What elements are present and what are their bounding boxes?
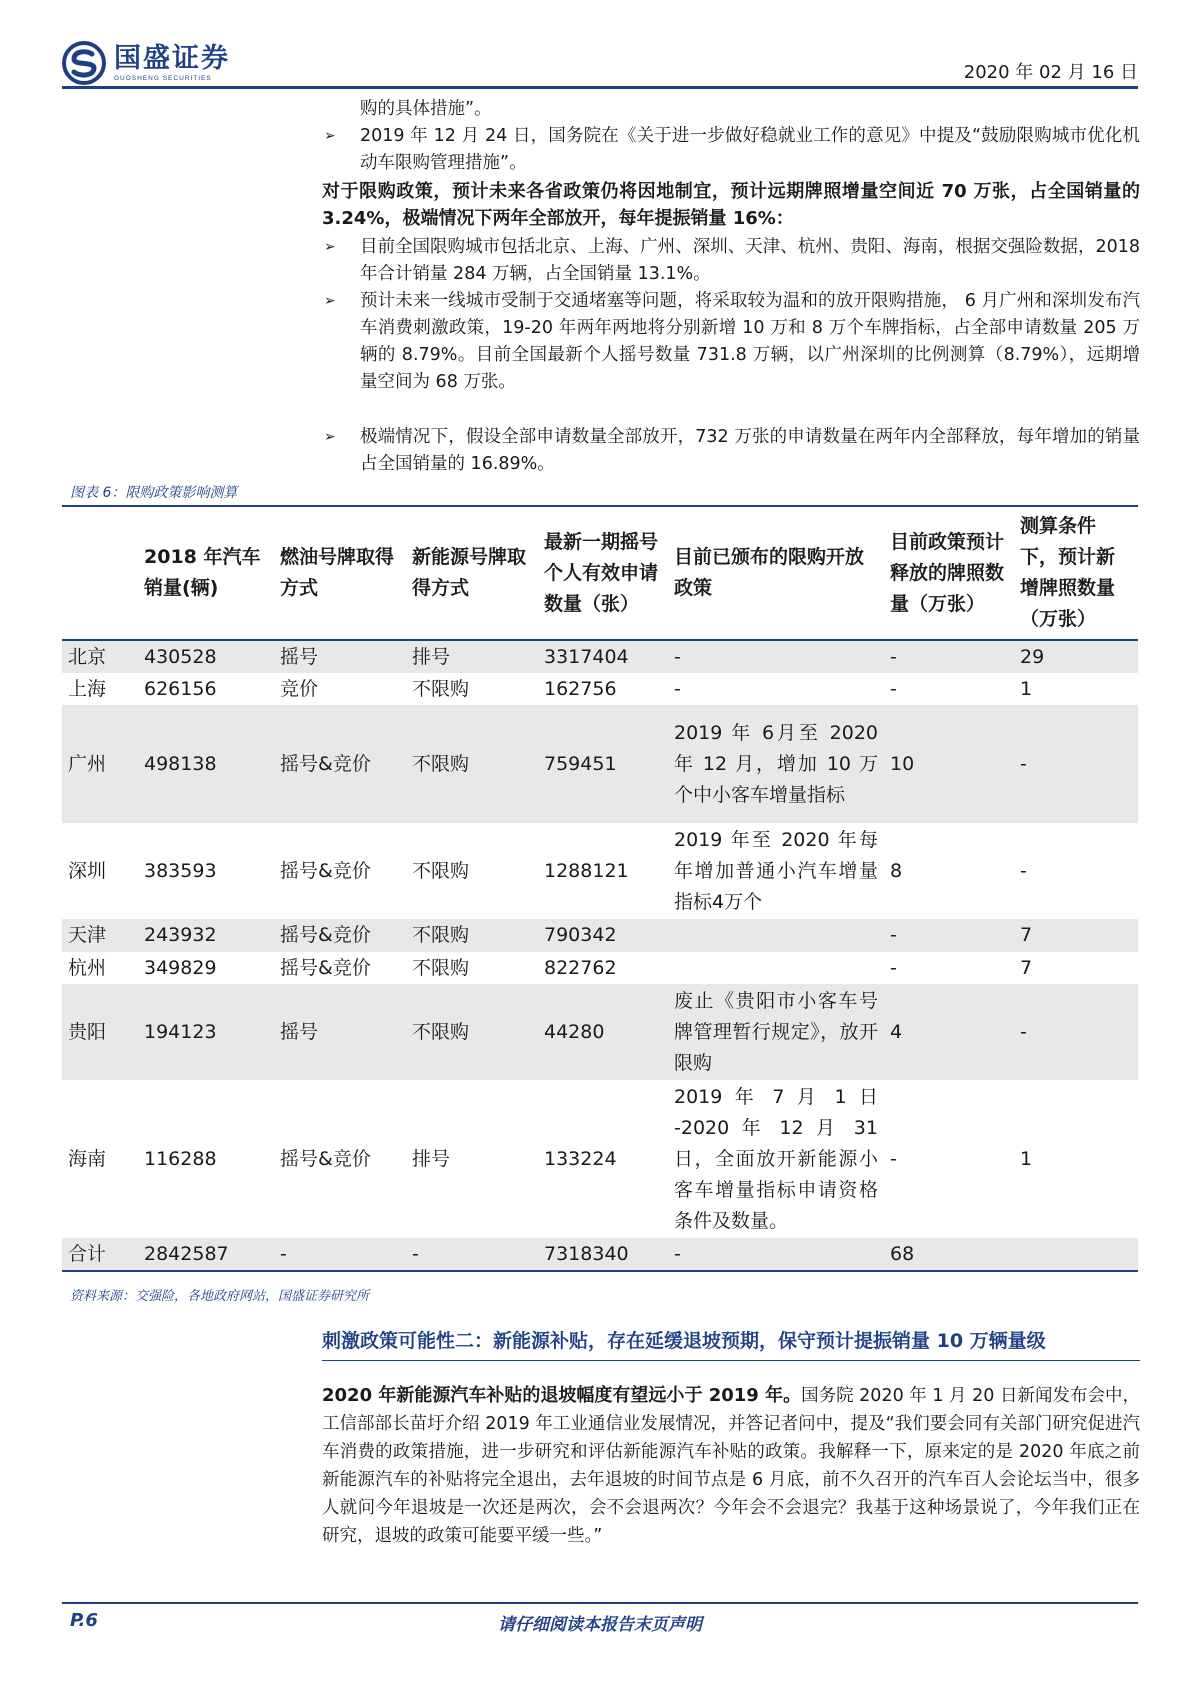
cell-applicants: 3317404 xyxy=(538,640,668,673)
cell-sales: 194123 xyxy=(138,984,274,1080)
cell-city: 天津 xyxy=(62,919,138,952)
header-divider xyxy=(62,86,1138,89)
cell-estimate: - xyxy=(1014,984,1138,1080)
cell-city: 海南 xyxy=(68,1147,107,1170)
paragraph-body: 国务院 2020 年 1 月 20 日新闻发布会中，工信部部长苗圩介绍 2019 年工业通信业发展情况，并答记者问中，提及“我们要会同有关部门研究促进汽车消费的政策措施，进一步研究和评估新能源汽车补贴的政策。我解释一下，原来定的是 2020 年底之前新能源汽车的补贴将完全退出，去年退坡的时间节点是 6 月底，前不久召开的汽车百人会论坛当中，很多人就问今年退坡是一次还是两次，会不会退两次？今年会不会退完？我基于这种场景说了，今年我们正在研究，退坡的政策可能要平缓一些。” xyxy=(322,1386,1140,1546)
cell-fuel: 摇号&竞价 xyxy=(280,1147,371,1170)
cell-policy: 2019 年 7 月 1 日 -2020 年 12 月 31 日，全面放开新能源小客车增量指标申请资格条件及数量。 xyxy=(674,1085,878,1232)
cell-city: 北京 xyxy=(62,640,138,673)
cell-city: 贵阳 xyxy=(62,984,138,1080)
header-city xyxy=(62,507,138,640)
brand-name-en: GUOSHENG SECURITIES xyxy=(114,74,212,82)
cell-policy: 2019 年至 2020 年每年增加普通小汽车增量指标4万个 xyxy=(674,828,878,913)
cell-sales: 498138 xyxy=(138,705,274,823)
cell-applicants: 759451 xyxy=(538,705,668,823)
cell-sales: 349829 xyxy=(144,956,217,979)
cell-nev: - xyxy=(406,1238,538,1271)
cell-policy xyxy=(668,952,884,984)
table-row xyxy=(62,919,1138,952)
bullet-item xyxy=(322,424,1140,478)
cell-release: - xyxy=(884,640,1014,673)
cell-estimate: - xyxy=(1020,859,1027,882)
cell-release: 4 xyxy=(884,984,1014,1080)
cell-applicants: 790342 xyxy=(538,919,668,952)
section-divider xyxy=(322,1360,1140,1361)
paragraph-lead: 2020 年新能源汽车补贴的退坡幅度有望远小于 2019 年。 xyxy=(322,1385,802,1406)
cell-applicants: 7318340 xyxy=(538,1238,668,1271)
cell-nev: 不限购 xyxy=(412,677,470,700)
cell-policy: - xyxy=(674,677,681,700)
cell-nev: 排号 xyxy=(412,1147,451,1170)
report-date: 2020 年 02 月 16 日 xyxy=(963,62,1138,83)
arrow-bullet-icon: ➢ xyxy=(324,239,336,255)
table-header-row xyxy=(62,507,1138,640)
cell-sales: 626156 xyxy=(144,677,217,700)
cell-policy: - xyxy=(668,640,884,673)
brand-name-cn: 国盛证券 xyxy=(114,42,230,74)
cell-policy: - xyxy=(668,1238,884,1271)
cell-fuel: 摇号&竞价 xyxy=(280,956,371,979)
brand-logo xyxy=(62,38,230,88)
section-heading: 刺激政策可能性二：新能源补贴，存在延缓退坡预期，保守预计提振销量 10 万辆量级 xyxy=(322,1330,1046,1352)
cell-release: 10 xyxy=(884,705,1014,823)
cell-applicants: 822762 xyxy=(544,956,617,979)
cell-estimate: - xyxy=(1014,705,1138,823)
page-number: P.6 xyxy=(70,1610,98,1631)
table-row xyxy=(62,823,1138,919)
cell-fuel: 竞价 xyxy=(280,677,319,700)
bullet-text: 2019 年 12 月 24 日，国务院在《关于进一步做好稳就业工作的意见》中提及“鼓励限购城市优化机动车限购管理措施”。 xyxy=(360,126,1140,173)
footer-disclaimer: 请仔细阅读本报告末页声明 xyxy=(498,1615,702,1635)
cell-city: 合计 xyxy=(62,1238,138,1271)
bullet-text: 预计未来一线城市受制于交通堵塞等问题，将采取较为温和的放开限购措施， 6 月广州和深圳发布汽车消费刺激政策，19-20 年两年两地将分别新增 10 万和 8 万个车牌指标，占全部申请数量 205 万辆的 8.79%。目前全国最新个人摇号数量 731.8 万辆，以广州深圳的比例测算（8.79%），远期增量空间为 68 万张。 xyxy=(360,291,1140,392)
cell-release: 8 xyxy=(890,859,903,882)
cell-release: - xyxy=(890,677,897,700)
cell-nev: 不限购 xyxy=(412,956,470,979)
figure-caption: 图表 6：限购政策影响测算 xyxy=(70,485,238,501)
cell-fuel: 摇号 xyxy=(274,984,406,1080)
arrow-bullet-icon: ➢ xyxy=(324,293,336,309)
cell-fuel: - xyxy=(274,1238,406,1271)
table-row xyxy=(62,984,1138,1080)
section-paragraph xyxy=(322,1382,1140,1550)
cell-estimate: 1 xyxy=(1020,677,1033,700)
arrow-bullet-icon: ➢ xyxy=(324,429,336,445)
policy-impact-table xyxy=(62,507,1138,1272)
cell-city: 杭州 xyxy=(68,956,107,979)
bullet-text: 极端情况下，假设全部申请数量全部放开，732 万张的申请数量在两年内全部释放，每年增加的销量占全国销量的 16.89%。 xyxy=(360,427,1140,474)
cell-estimate: 29 xyxy=(1014,640,1138,673)
table-row xyxy=(62,952,1138,984)
cell-sales: 2842587 xyxy=(138,1238,274,1271)
cell-applicants: 44280 xyxy=(538,984,668,1080)
cell-fuel: 摇号 xyxy=(274,640,406,673)
cell-estimate: 1 xyxy=(1020,1147,1033,1170)
header-estimate: 测算条件下，预计新增牌照数量（万张） xyxy=(1014,507,1138,640)
header-release: 目前政策预计释放的牌照数量（万张） xyxy=(884,507,1014,640)
table-total-row xyxy=(62,1238,1138,1271)
cell-estimate xyxy=(1014,1238,1138,1271)
cell-city: 上海 xyxy=(68,677,107,700)
cell-release: - xyxy=(890,1147,897,1170)
cell-release: 68 xyxy=(884,1238,1014,1271)
cell-release: - xyxy=(890,956,897,979)
cell-nev: 排号 xyxy=(406,640,538,673)
cell-nev: 不限购 xyxy=(406,919,538,952)
cell-fuel: 摇号&竞价 xyxy=(274,919,406,952)
cell-sales: 430528 xyxy=(138,640,274,673)
figure-source: 资料来源：交强险，各地政府网站，国盛证券研究所 xyxy=(70,1289,370,1304)
cell-sales: 383593 xyxy=(144,859,217,882)
intro-continuation: 购的具体措施”。 xyxy=(360,99,492,119)
cell-estimate: 7 xyxy=(1014,919,1138,952)
cell-fuel: 摇号&竞价 xyxy=(274,705,406,823)
cell-nev: 不限购 xyxy=(412,859,470,882)
table-row xyxy=(62,1080,1138,1238)
cell-sales: 116288 xyxy=(144,1147,217,1170)
cell-policy: 废止《贵阳市小客车号牌管理暂行规定》，放开限购 xyxy=(668,984,884,1080)
table-row xyxy=(62,640,1138,673)
header-nev-plate: 新能源号牌取得方式 xyxy=(406,507,538,640)
footer-divider xyxy=(62,1602,1138,1604)
cell-nev: 不限购 xyxy=(406,984,538,1080)
bullet-item xyxy=(322,234,1140,288)
table-row xyxy=(62,673,1138,705)
cell-applicants: 133224 xyxy=(544,1147,617,1170)
arrow-bullet-icon: ➢ xyxy=(324,128,336,144)
cell-estimate: 7 xyxy=(1020,956,1033,979)
bullet-item xyxy=(322,123,1140,177)
cell-policy xyxy=(668,919,884,952)
header-sales: 2018 年汽车销量(辆) xyxy=(138,507,274,640)
header-fuel-plate: 燃油号牌取得方式 xyxy=(274,507,406,640)
cell-city: 广州 xyxy=(62,705,138,823)
cell-release: - xyxy=(884,919,1014,952)
guosheng-logo-icon xyxy=(62,41,106,85)
cell-nev: 不限购 xyxy=(406,705,538,823)
table-row xyxy=(62,705,1138,823)
cell-applicants: 162756 xyxy=(544,677,617,700)
cell-sales: 243932 xyxy=(138,919,274,952)
cell-applicants: 1288121 xyxy=(544,859,629,882)
bullet-text: 目前全国限购城市包括北京、上海、广州、深圳、天津、杭州、贵阳、海南，根据交强险数据，2018 年合计销量 284 万辆，占全国销量 13.1%。 xyxy=(360,237,1140,284)
cell-policy: 2019 年 6月至 2020 年 12 月，增加 10 万个中小客车增量指标 xyxy=(668,705,884,823)
header-applicants: 最新一期摇号个人有效申请数量（张） xyxy=(538,507,668,640)
cell-city: 深圳 xyxy=(68,859,107,882)
cell-fuel: 摇号&竞价 xyxy=(280,859,371,882)
header-policy: 目前已颁布的限购开放政策 xyxy=(668,507,884,640)
bold-heading: 对于限购政策，预计未来各省政策仍将因地制宜，预计远期牌照增量空间近 70 万张，占全国销量的 3.24%，极端情况下两年全部放开，每年提振销量 16%： xyxy=(322,181,1140,229)
bullet-item xyxy=(322,288,1140,396)
